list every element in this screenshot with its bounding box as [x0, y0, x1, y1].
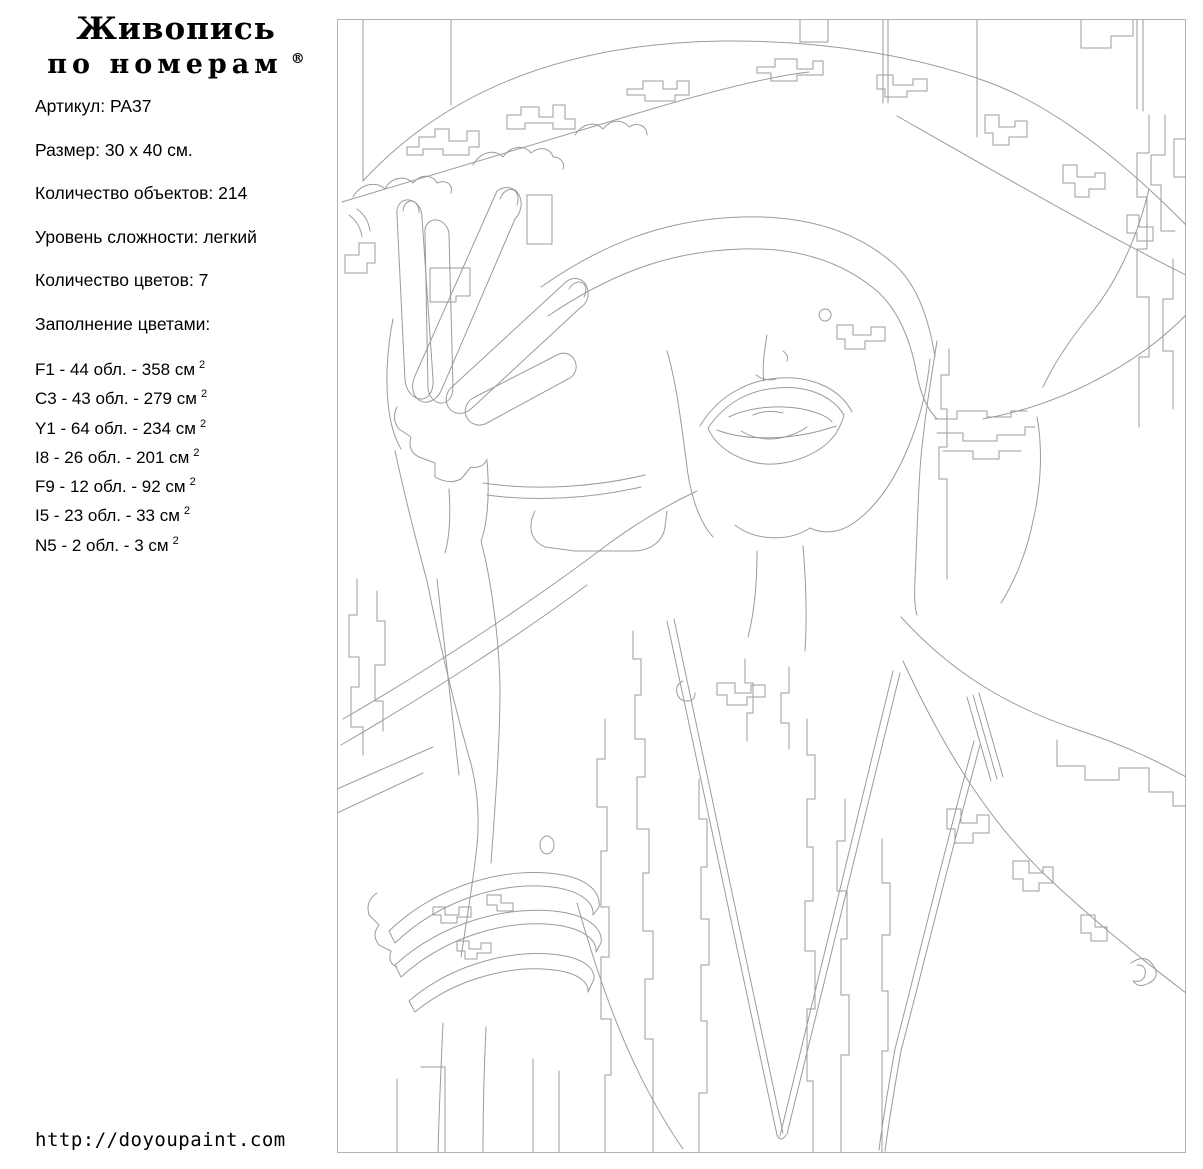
color-usage-item: Y1 - 64 обл. - 234 см $^2$	[35, 417, 207, 438]
color-usage-item: F9 - 12 обл. - 92 см $^2$	[35, 476, 196, 497]
brand-logo	[35, 12, 317, 80]
site-url: http://doyoupaint.com	[35, 1129, 286, 1151]
color-usage-list	[35, 353, 207, 558]
spec-size: Размер: 30 х 40 см.	[35, 139, 193, 160]
color-usage-item: I8 - 26 обл. - 201 см $^2$	[35, 446, 200, 467]
arm-outline	[349, 451, 500, 1153]
color-usage-item: I5 - 23 обл. - 33 см $^2$	[35, 505, 191, 526]
spec-color-count: Количество цветов: 7	[35, 270, 209, 290]
spec-object-count: Количество объектов: 214	[35, 183, 248, 203]
color-usage-item: N5 - 2 обл. - 3 см $^2$	[35, 534, 179, 555]
spec-fill-heading: Заполнение цветами:	[35, 313, 211, 334]
artwork-canvas	[337, 19, 1186, 1153]
spec-article: Артикул: PA37	[35, 96, 152, 116]
brand-logo-line2: по номерам ®	[47, 49, 305, 81]
hand-outline	[345, 188, 645, 499]
brand-logo-line1: Живопись	[76, 11, 276, 47]
color-usage-item: F1 - 44 обл. - 358 см $^2$	[35, 359, 206, 379]
spec-difficulty: Уровень сложности: легкий	[35, 226, 257, 247]
outline-preview	[337, 19, 1186, 1153]
bracelet-outline	[368, 836, 601, 1012]
hair-shoulder-outline	[901, 341, 1186, 993]
face-outline	[531, 309, 930, 651]
color-usage-item: C3 - 43 обл. - 279 см $^2$	[35, 388, 208, 409]
product-specs	[35, 97, 257, 358]
registered-trademark-icon: ®	[290, 51, 305, 68]
